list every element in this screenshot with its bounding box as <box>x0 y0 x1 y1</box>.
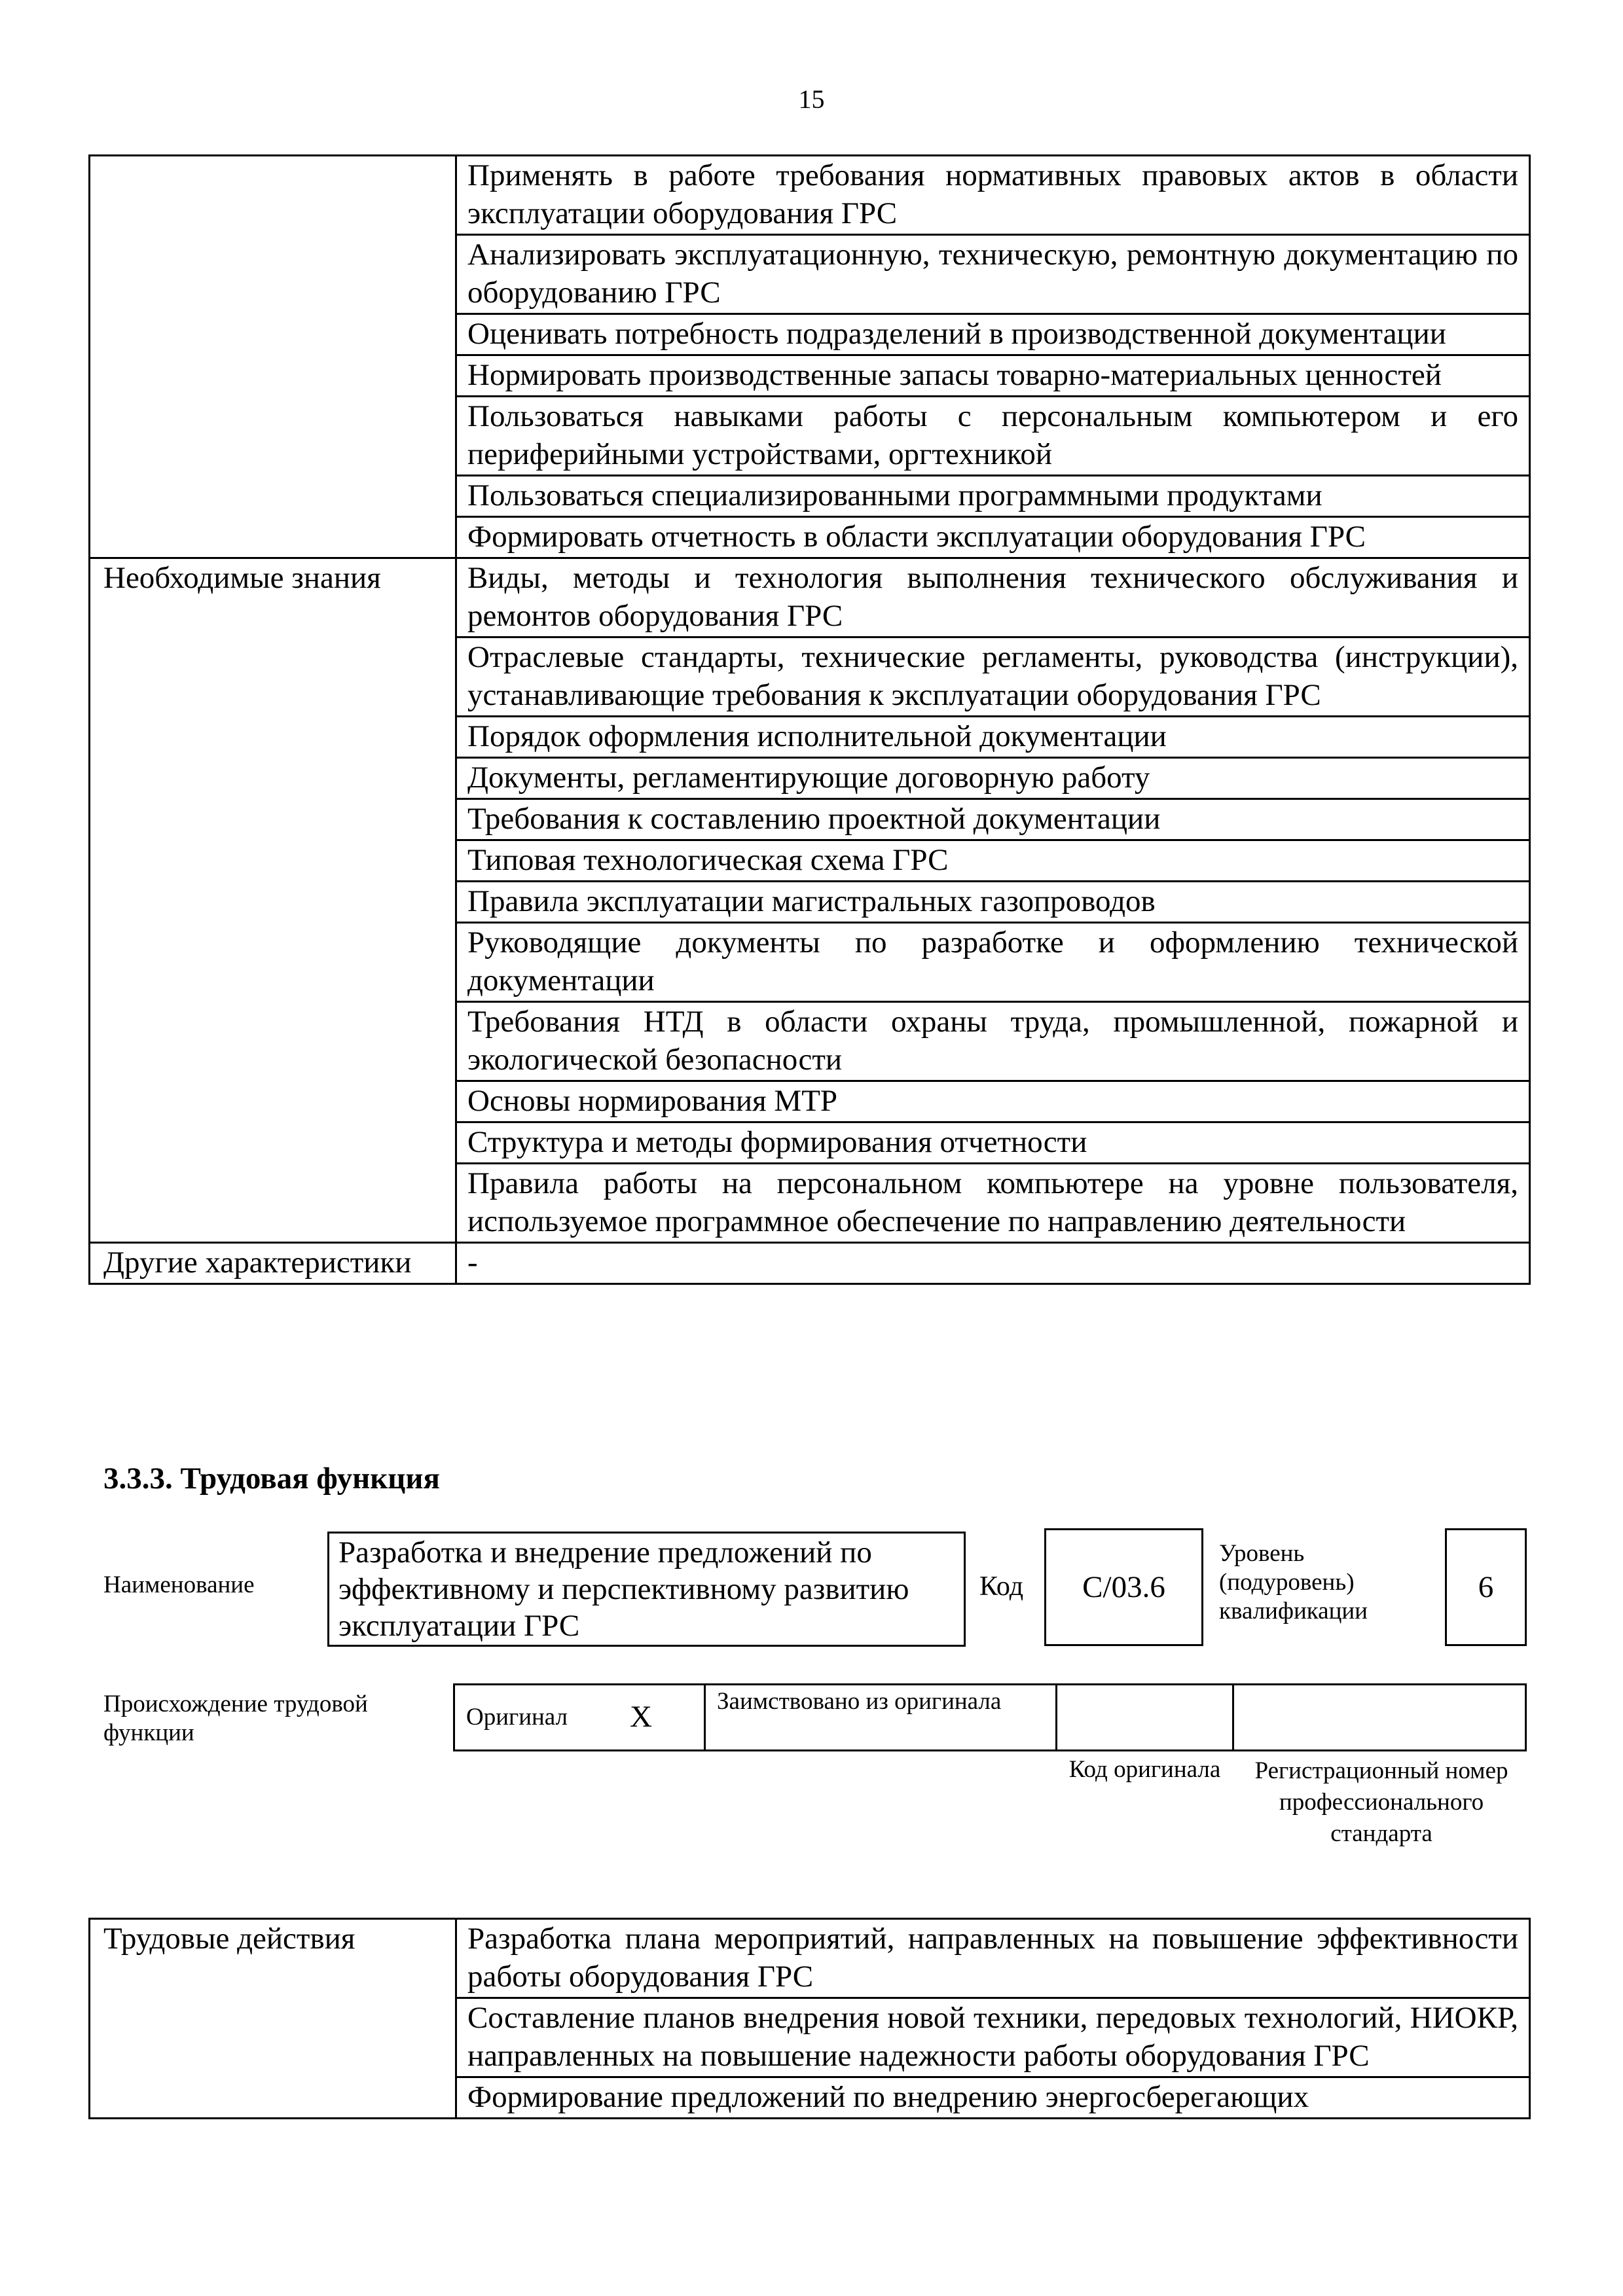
original-code-cell <box>1055 1683 1234 1751</box>
section-title: 3.3.3. Трудовая функция <box>103 1462 440 1496</box>
skills-label-cell <box>90 156 456 558</box>
level-value: 6 <box>1478 1570 1494 1604</box>
labor-action-item: Формирование предложений по внедрению энергосберегающих <box>456 2077 1530 2119</box>
knowledge-item: Структура и методы формирования отчетности <box>456 1122 1530 1164</box>
knowledge-item: Порядок оформления исполнительной документации <box>456 717 1530 758</box>
knowledge-item: Требования НТД в области охраны труда, промышленной, пожарной и экологической безопасности <box>456 1002 1530 1081</box>
knowledge-item: Требования к составлению проектной документации <box>456 799 1530 840</box>
table-row <box>90 156 1530 235</box>
labor-actions-table <box>88 1918 1531 2119</box>
code-box <box>1044 1528 1203 1646</box>
function-name-value: Разработка и внедрение предложений по эффективному и перспективному развитию эксплуатации ГРС <box>338 1535 909 1643</box>
level-box <box>1445 1528 1527 1646</box>
table-row <box>90 1243 1530 1284</box>
knowledge-item: Правила эксплуатации магистральных газопроводов <box>456 882 1530 923</box>
page-number: 15 <box>798 84 825 114</box>
skill-item: Оценивать потребность подразделений в производственной документации <box>456 314 1530 355</box>
knowledge-item: Типовая технологическая схема ГРС <box>456 840 1530 882</box>
labor-action-item: Составление планов внедрения новой техники, передовых технологий, НИОКР, направленных на повышение надежности работы оборудования ГРС <box>456 1998 1530 2077</box>
function-name-box <box>327 1532 966 1647</box>
skills-knowledge-table <box>88 154 1531 1285</box>
skill-item: Анализировать эксплуатационную, техническую, ремонтную документацию по оборудованию ГРС <box>456 235 1530 314</box>
origin-label: Происхождение трудовой функции <box>103 1691 368 1746</box>
other-characteristics-label: Другие характеристики <box>90 1243 456 1284</box>
table-row <box>90 558 1530 637</box>
knowledge-item: Виды, методы и технология выполнения технического обслуживания и ремонтов оборудования ГРС <box>456 558 1530 637</box>
knowledge-item: Документы, регламентирующие договорную работу <box>456 758 1530 799</box>
name-label: Наименование <box>103 1571 255 1598</box>
other-characteristics-value: - <box>456 1243 1530 1284</box>
skill-item: Пользоваться навыками работы с персональным компьютером и его периферийными устройствами, оргтехникой <box>456 397 1530 476</box>
skill-item: Пользоваться специализированными программными продуктами <box>456 476 1530 517</box>
skill-item: Нормировать производственные запасы товарно-материальных ценностей <box>456 355 1530 397</box>
code-value: C/03.6 <box>1082 1570 1165 1604</box>
labor-actions-label: Трудовые действия <box>90 1919 456 2119</box>
reg-number-caption: Регистрационный номер профессионального стандарта <box>1254 1757 1508 1847</box>
skill-item: Применять в работе требования нормативных правовых актов в области эксплуатации оборудования ГРС <box>456 156 1530 235</box>
level-label: Уровень (подуровень) квалификации <box>1219 1540 1368 1624</box>
original-mark: X <box>630 1700 652 1734</box>
labor-action-item: Разработка плана мероприятий, направленных на повышение эффективности работы оборудования ГРС <box>456 1919 1530 1998</box>
borrowed-label: Заимствовано из оригинала <box>717 1688 1002 1715</box>
code-label: Код <box>979 1571 1024 1602</box>
knowledge-item: Правила работы на персональном компьютере на уровне пользователя, используемое программное обеспечение по направлению деятельности <box>456 1164 1530 1243</box>
knowledge-label: Необходимые знания <box>90 558 456 1243</box>
knowledge-item: Руководящие документы по разработке и оформлению технической документации <box>456 923 1530 1002</box>
knowledge-item: Отраслевые стандарты, технические регламенты, руководства (инструкции), устанавливающие требования к эксплуатации оборудования ГРС <box>456 637 1530 717</box>
original-label: Оригинал <box>466 1704 568 1731</box>
reg-number-cell <box>1232 1683 1527 1751</box>
skill-item: Формировать отчетность в области эксплуатации оборудования ГРС <box>456 517 1530 558</box>
original-code-caption: Код оригинала <box>1068 1756 1221 1783</box>
table-row <box>90 1919 1530 1998</box>
knowledge-item: Основы нормирования МТР <box>456 1081 1530 1122</box>
